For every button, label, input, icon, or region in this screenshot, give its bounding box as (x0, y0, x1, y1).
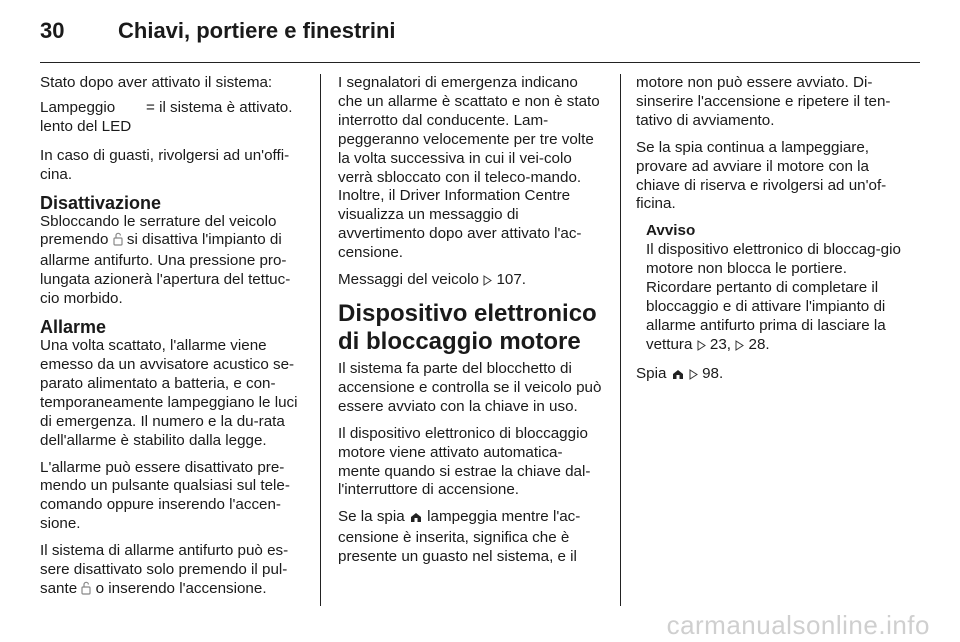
notice-body-text: Il dispositivo elettronico di bloccag-gio motore non blocca le portiere. Ricordare pertanto di completare il bloccaggio e di attivare l'impianto di allarme antifurto prima di lasciare la vettura (646, 241, 901, 353)
state-row (40, 99, 306, 137)
immobiliser-paragraph-1: Il sistema fa parte del blocchetto di accensione e controlla se il veicolo può essere avviato con la chiave in uso. (338, 359, 602, 415)
notice-box (636, 222, 902, 356)
immobiliser-icon (409, 510, 423, 529)
spia-page: 98. (702, 364, 724, 382)
ref-page: 107. (496, 271, 527, 289)
notice-title: Avviso (646, 222, 696, 240)
header-rule (40, 62, 920, 63)
deactivation-text-a: Sbloccando le serrature del veicolo premendo (40, 212, 277, 249)
immobiliser-heading: Dispositivo elettronico di bloccaggio motore (338, 299, 597, 355)
column-right (636, 74, 902, 394)
page-header (40, 18, 920, 58)
unlock-icon (113, 232, 123, 252)
ref-arrow-icon (483, 273, 492, 292)
ref-arrow-icon (689, 367, 698, 386)
state-key: Lampeggio lento del LED (40, 98, 132, 135)
immobiliser-paragraph-3-b: lampeggia mentre l'ac-censione è inserita, significa che è presente un guasto nel sistema, e il (338, 508, 581, 566)
ref-arrow-icon (697, 338, 706, 357)
state-value: = il sistema è attivato. (146, 98, 293, 116)
alarm-paragraph-3 (40, 542, 306, 601)
deactivation-text (40, 213, 306, 310)
page-number: 30 (40, 18, 65, 43)
hazard-paragraph: I segnalatori di emergenza indicano che un allarme è scattato e non è stato interrotto dal conducente. Lam-peggeranno velocemente per tre volte la volta successiva in cui il vei-colo verrà sbloccato con il teleco-mando. Inoltre, il Driver Information Centre visualizza un messaggio di avvertimento dopo aver attivato l'ac-censione. (338, 74, 600, 262)
alarm-paragraph-3-a: Il sistema di allarme antifurto può es-sere disattivato solo premendo il pul-sante (40, 542, 289, 597)
immobiliser-paragraph-2: Il dispositivo elettronico di bloccaggio motore viene attivato automatica-mente quando si estrae la chiave dal-l'interruttore di accensione. (338, 424, 591, 499)
page-title: Chiavi, portiere e finestrini (118, 18, 396, 43)
column-middle (338, 74, 604, 575)
notice-body (646, 241, 902, 356)
column-divider-left (320, 74, 321, 606)
start-failure-paragraph: motore non può essere avviato. Di-sinserire l'accensione e ripetere il ten-tativo di avviamento. (636, 74, 891, 129)
ref-text: Messaggi del veicolo (338, 271, 479, 289)
immobiliser-paragraph-3-a: Se la spia (338, 508, 405, 526)
spare-key-paragraph: Se la spia continua a lampeggiare, provare ad avviare il motore con la chiave di riserva e rivolgersi ad un'of-ficina. (636, 138, 887, 213)
alarm-paragraph-1: Una volta scattato, l'allarme viene emesso da un avvisatore acustico se-parato alimentato a batteria, e con-temporaneamente lampeggiano le luci di emergenza. Il numero e la du-rata dell'allarme è stabilito dalla legge. (40, 337, 298, 449)
immobiliser-paragraph-3 (338, 508, 604, 567)
fault-text: In caso di guasti, rivolgersi ad un'offi-cina. (40, 146, 290, 183)
spia-label: Spia (636, 364, 667, 382)
deactivation-heading: Disattivazione (40, 192, 162, 213)
column-divider-right (620, 74, 621, 606)
immobiliser-icon (671, 367, 685, 386)
column-left (40, 74, 306, 609)
spia-ref[interactable] (636, 365, 902, 386)
unlock-icon (81, 581, 91, 601)
alarm-heading: Allarme (40, 317, 107, 338)
notice-ref-1[interactable]: 23, (709, 335, 732, 353)
state-intro: Stato dopo aver attivato il sistema: (40, 74, 273, 91)
deactivation-text-b: si disattiva l'impianto di allarme antifurto. Una pressione pro-lungata azionerà l'apertura del tettuc-cio morbido. (40, 231, 291, 308)
notice-ref-2[interactable]: 28. (748, 335, 770, 353)
ref-arrow-icon (735, 338, 744, 357)
alarm-paragraph-3-b: o inserendo l'accensione. (95, 579, 267, 597)
alarm-paragraph-2: L'allarme può essere disattivato pre-mendo un pulsante qualsiasi sul tele-comando oppure inserendo l'accen-sione. (40, 458, 290, 533)
watermark: carmanualsonline.info (666, 610, 930, 640)
vehicle-messages-ref[interactable] (338, 271, 604, 292)
